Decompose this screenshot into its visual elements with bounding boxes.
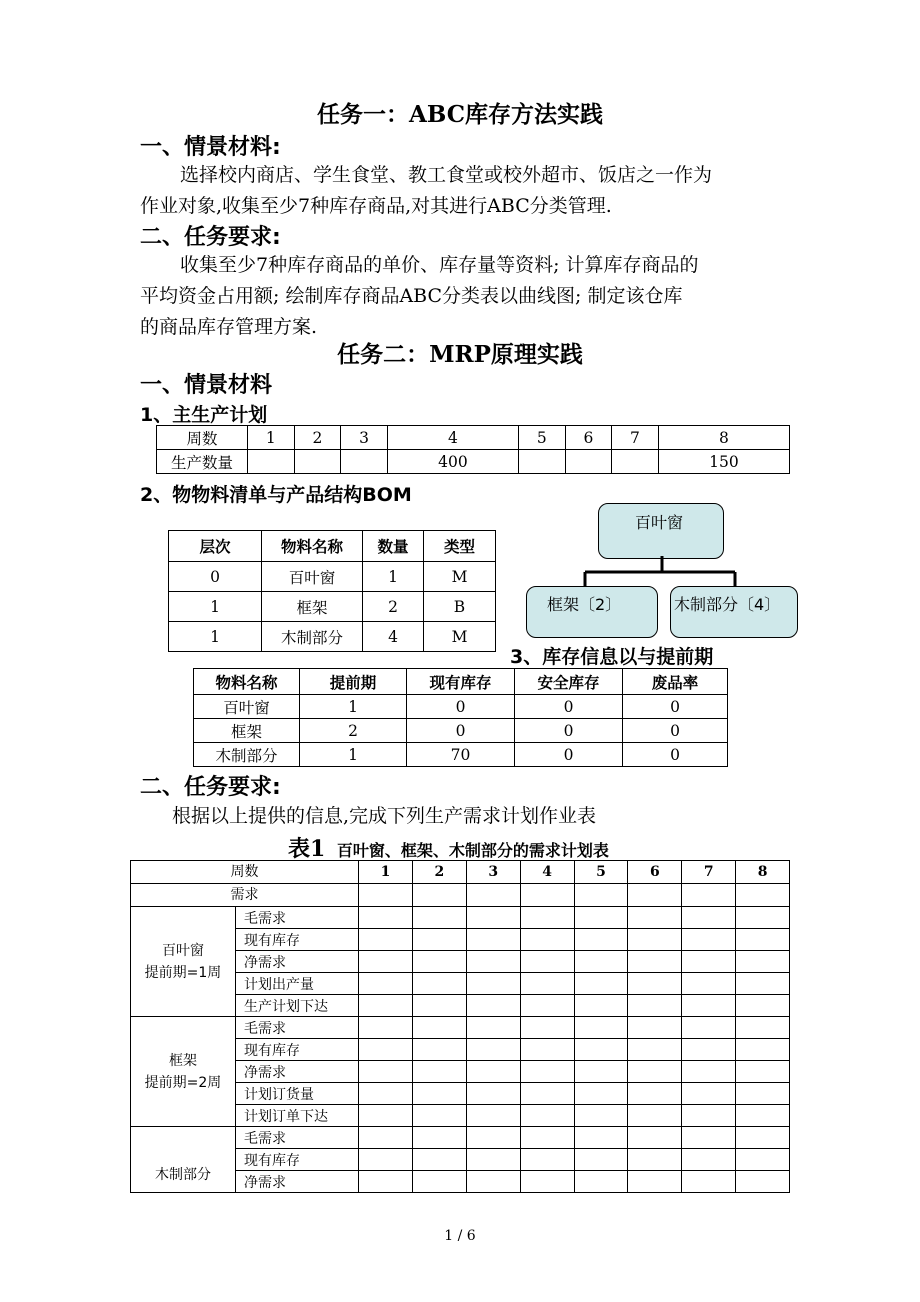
input-cell[interactable] [359, 1083, 413, 1105]
input-cell[interactable] [574, 1083, 628, 1105]
input-cell[interactable] [412, 1149, 466, 1171]
input-cell[interactable] [628, 1039, 682, 1061]
bom-header: 层次 [169, 531, 262, 562]
input-cell[interactable] [628, 995, 682, 1017]
input-cell[interactable] [520, 1105, 574, 1127]
table1-caption-prefix: 表1 [288, 836, 326, 862]
bom-cell: M [424, 562, 496, 592]
table-row [157, 426, 790, 450]
table-row [131, 907, 790, 929]
group-lead: 提前期=1周 [144, 964, 222, 981]
input-cell[interactable] [466, 1105, 520, 1127]
bom-cell: 1 [169, 592, 262, 622]
table-row [169, 592, 496, 622]
input-cell[interactable] [628, 951, 682, 973]
table-row [131, 1127, 790, 1149]
input-cell[interactable] [574, 1171, 628, 1193]
input-cell[interactable] [412, 951, 466, 973]
input-cell[interactable] [359, 1127, 413, 1149]
input-cell[interactable] [412, 1017, 466, 1039]
input-cell[interactable] [520, 995, 574, 1017]
bom-child-frame [526, 586, 658, 638]
inventory-cell: 0 [623, 719, 728, 743]
input-cell[interactable] [520, 1061, 574, 1083]
input-cell[interactable] [682, 951, 736, 973]
input-cell[interactable] [412, 1127, 466, 1149]
input-cell[interactable] [359, 884, 413, 907]
bom-cell: 框架 [262, 592, 363, 622]
mps-cell [612, 450, 659, 474]
task1-requirement-text [140, 250, 780, 343]
input-cell[interactable] [628, 884, 682, 907]
inventory-header: 现有库存 [407, 669, 515, 695]
inventory-cell: 0 [515, 719, 623, 743]
row-label: 净需求 [236, 1171, 359, 1193]
row-label: 净需求 [236, 951, 359, 973]
task2-title: 任务二：MRP原理实践 [337, 341, 583, 368]
input-cell[interactable] [574, 951, 628, 973]
inventory-cell: 2 [300, 719, 407, 743]
bom-root-label: 百叶窗 [635, 513, 684, 532]
week-header: 2 [412, 861, 466, 884]
input-cell[interactable] [359, 951, 413, 973]
input-cell[interactable] [359, 1017, 413, 1039]
mps-cell: 4 [387, 426, 518, 450]
input-cell[interactable] [520, 1083, 574, 1105]
input-cell[interactable] [628, 973, 682, 995]
input-cell[interactable] [466, 1017, 520, 1039]
mps-table [156, 425, 790, 474]
input-cell[interactable] [466, 973, 520, 995]
mps-cell: 1 [248, 426, 295, 450]
input-cell[interactable] [520, 929, 574, 951]
input-cell[interactable] [682, 1149, 736, 1171]
row-label: 毛需求 [236, 1017, 359, 1039]
row-label: 计划订货量 [236, 1083, 359, 1105]
inventory-header: 物料名称 [194, 669, 300, 695]
inventory-cell: 70 [407, 743, 515, 767]
table-row [194, 669, 728, 695]
input-cell[interactable] [736, 884, 790, 907]
bom-child-wood [670, 586, 798, 638]
input-cell[interactable] [466, 929, 520, 951]
table1-caption-text: 百叶窗、框架、木制部分的需求计划表 [336, 841, 609, 860]
mps-cell: 2 [294, 426, 341, 450]
group-label-blinds [131, 907, 236, 1017]
table-row [131, 861, 790, 884]
table1-week-label: 周数 [131, 861, 359, 884]
table-row [157, 450, 790, 474]
input-cell[interactable] [574, 907, 628, 929]
input-cell[interactable] [574, 929, 628, 951]
inventory-cell: 百叶窗 [194, 695, 300, 719]
bom-child-wood-label: 木制部分〔4〕 [674, 595, 781, 614]
row-label: 毛需求 [236, 907, 359, 929]
scenario-line-2: 作业对象,收集至少7种库存商品,对其进行ABC分类管理. [140, 195, 612, 217]
input-cell[interactable] [520, 951, 574, 973]
inventory-cell: 1 [300, 695, 407, 719]
input-cell[interactable] [466, 995, 520, 1017]
input-cell[interactable] [682, 1017, 736, 1039]
input-cell[interactable] [466, 951, 520, 973]
input-cell[interactable] [412, 929, 466, 951]
table-row [131, 884, 790, 907]
input-cell[interactable] [574, 1017, 628, 1039]
input-cell[interactable] [736, 1127, 790, 1149]
input-cell[interactable] [736, 907, 790, 929]
input-cell[interactable] [574, 1105, 628, 1127]
task1-scenario-heading: 一、情景材料: [140, 135, 281, 160]
requirement-line-1: 收集至少7种库存商品的单价、库存量等资料; 计算库存商品的 [180, 254, 699, 276]
week-header: 8 [736, 861, 790, 884]
input-cell[interactable] [628, 1017, 682, 1039]
requirement-line-2: 平均资金占用额; 绘制库存商品ABC分类表以曲线图; 制定该仓库 [140, 285, 683, 307]
row-label: 净需求 [236, 1061, 359, 1083]
input-cell[interactable] [628, 1171, 682, 1193]
group-name: 百叶窗 [162, 942, 204, 959]
requirement-plan-table [130, 860, 790, 1193]
input-cell[interactable] [466, 1039, 520, 1061]
bom-cell: 百叶窗 [262, 562, 363, 592]
mps-cell: 7 [612, 426, 659, 450]
bom-tree-connectors [580, 556, 740, 588]
input-cell[interactable] [628, 1127, 682, 1149]
group-label-frame [131, 1017, 236, 1127]
mps-cell: 3 [341, 426, 388, 450]
mps-cell [341, 450, 388, 474]
bom-root-node [598, 503, 724, 559]
input-cell[interactable] [520, 907, 574, 929]
input-cell[interactable] [412, 884, 466, 907]
input-cell[interactable] [682, 1061, 736, 1083]
mps-cell: 6 [565, 426, 612, 450]
input-cell[interactable] [359, 1149, 413, 1171]
input-cell[interactable] [682, 1039, 736, 1061]
input-cell[interactable] [359, 1039, 413, 1061]
week-header: 1 [359, 861, 413, 884]
mps-cell [248, 450, 295, 474]
input-cell[interactable] [574, 995, 628, 1017]
task2-requirement-heading: 二、任务要求: [140, 775, 281, 800]
mps-heading: 1、主生产计划 [140, 404, 268, 426]
input-cell[interactable] [520, 1017, 574, 1039]
bom-cell: 1 [169, 622, 262, 652]
group-name: 框架 [169, 1052, 197, 1069]
input-cell[interactable] [682, 907, 736, 929]
row-label: 生产计划下达 [236, 995, 359, 1017]
input-cell[interactable] [359, 1105, 413, 1127]
page-number: 1 / 6 [444, 1228, 476, 1244]
bom-cell: 2 [363, 592, 424, 622]
input-cell[interactable] [682, 929, 736, 951]
input-cell[interactable] [682, 1083, 736, 1105]
input-cell[interactable] [682, 1171, 736, 1193]
bom-cell: 1 [363, 562, 424, 592]
inventory-header: 废品率 [623, 669, 728, 695]
input-cell[interactable] [520, 973, 574, 995]
table1-caption [288, 832, 609, 863]
input-cell[interactable] [682, 1105, 736, 1127]
inventory-heading: 3、库存信息以与提前期 [510, 646, 714, 668]
input-cell[interactable] [736, 1149, 790, 1171]
input-cell[interactable] [359, 1061, 413, 1083]
input-cell[interactable] [412, 1105, 466, 1127]
mps-cell: 8 [658, 426, 789, 450]
inventory-header: 提前期 [300, 669, 407, 695]
inventory-cell: 0 [407, 695, 515, 719]
input-cell[interactable] [574, 884, 628, 907]
input-cell[interactable] [466, 884, 520, 907]
week-header: 4 [520, 861, 574, 884]
task2-scenario-heading: 一、情景材料 [140, 373, 273, 398]
week-header: 3 [466, 861, 520, 884]
requirement-line-3: 的商品库存管理方案. [140, 316, 318, 338]
table-row [169, 622, 496, 652]
input-cell[interactable] [466, 1061, 520, 1083]
input-cell[interactable] [736, 1171, 790, 1193]
input-cell[interactable] [520, 1171, 574, 1193]
input-cell[interactable] [359, 929, 413, 951]
task2-requirement-text: 根据以上提供的信息,完成下列生产需求计划作业表 [172, 805, 597, 827]
input-cell[interactable] [574, 1061, 628, 1083]
input-cell[interactable] [736, 1061, 790, 1083]
group-name: 木制部分 [155, 1167, 211, 1183]
week-header: 6 [628, 861, 682, 884]
bom-table [168, 530, 496, 652]
inventory-cell: 0 [515, 695, 623, 719]
table-row [194, 719, 728, 743]
input-cell[interactable] [628, 1105, 682, 1127]
inventory-cell: 0 [407, 719, 515, 743]
mps-cell: 150 [658, 450, 789, 474]
input-cell[interactable] [736, 1105, 790, 1127]
week-header: 5 [574, 861, 628, 884]
inventory-cell: 0 [623, 743, 728, 767]
bom-cell: B [424, 592, 496, 622]
bom-child-frame-label: 框架〔2〕 [547, 595, 622, 614]
bom-cell: 0 [169, 562, 262, 592]
input-cell[interactable] [736, 995, 790, 1017]
row-label: 现有库存 [236, 929, 359, 951]
input-cell[interactable] [466, 907, 520, 929]
group-label-wood [131, 1127, 236, 1193]
input-cell[interactable] [412, 1083, 466, 1105]
input-cell[interactable] [628, 929, 682, 951]
task1-requirement-heading: 二、任务要求: [140, 225, 281, 250]
input-cell[interactable] [574, 1039, 628, 1061]
input-cell[interactable] [682, 973, 736, 995]
input-cell[interactable] [520, 1127, 574, 1149]
input-cell[interactable] [466, 1149, 520, 1171]
input-cell[interactable] [574, 1127, 628, 1149]
input-cell[interactable] [628, 1083, 682, 1105]
row-label: 计划出产量 [236, 973, 359, 995]
input-cell[interactable] [412, 1061, 466, 1083]
inventory-cell: 木制部分 [194, 743, 300, 767]
input-cell[interactable] [682, 995, 736, 1017]
mps-cell: 400 [387, 450, 518, 474]
input-cell[interactable] [628, 1149, 682, 1171]
table-row [194, 695, 728, 719]
input-cell[interactable] [359, 973, 413, 995]
inventory-cell: 0 [515, 743, 623, 767]
input-cell[interactable] [736, 973, 790, 995]
bom-cell: M [424, 622, 496, 652]
input-cell[interactable] [412, 973, 466, 995]
input-cell[interactable] [736, 1083, 790, 1105]
inventory-cell: 框架 [194, 719, 300, 743]
input-cell[interactable] [466, 1127, 520, 1149]
mps-cell: 5 [518, 426, 565, 450]
group-lead: 提前期=2周 [144, 1074, 222, 1091]
input-cell[interactable] [736, 951, 790, 973]
inventory-table [193, 668, 728, 767]
input-cell[interactable] [520, 884, 574, 907]
input-cell[interactable] [736, 929, 790, 951]
row-label: 计划订单下达 [236, 1105, 359, 1127]
mps-week-label: 周数 [157, 426, 248, 450]
input-cell[interactable] [359, 1171, 413, 1193]
inventory-cell: 1 [300, 743, 407, 767]
bom-heading: 2、物物料清单与产品结构BOM [140, 484, 412, 506]
input-cell[interactable] [574, 973, 628, 995]
inventory-header: 安全库存 [515, 669, 623, 695]
table-row [169, 562, 496, 592]
mps-cell [518, 450, 565, 474]
input-cell[interactable] [412, 1171, 466, 1193]
row-label: 现有库存 [236, 1039, 359, 1061]
table1-demand-label: 需求 [131, 884, 359, 907]
input-cell[interactable] [466, 1171, 520, 1193]
bom-header: 物料名称 [262, 531, 363, 562]
table-row [131, 1017, 790, 1039]
input-cell[interactable] [736, 1039, 790, 1061]
task1-scenario-text [140, 160, 780, 222]
input-cell[interactable] [359, 995, 413, 1017]
mps-cell [565, 450, 612, 474]
bom-cell: 木制部分 [262, 622, 363, 652]
bom-cell: 4 [363, 622, 424, 652]
week-header: 7 [682, 861, 736, 884]
row-label: 现有库存 [236, 1149, 359, 1171]
inventory-cell: 0 [623, 695, 728, 719]
task1-title: 任务一：ABC库存方法实践 [316, 101, 604, 128]
input-cell[interactable] [682, 1127, 736, 1149]
input-cell[interactable] [412, 995, 466, 1017]
scenario-line-1: 选择校内商店、学生食堂、教工食堂或校外超市、饭店之一作为 [180, 164, 713, 186]
input-cell[interactable] [359, 907, 413, 929]
mps-qty-label: 生产数量 [157, 450, 248, 474]
input-cell[interactable] [682, 884, 736, 907]
input-cell[interactable] [412, 907, 466, 929]
row-label: 毛需求 [236, 1127, 359, 1149]
mps-cell [294, 450, 341, 474]
input-cell[interactable] [628, 907, 682, 929]
table-row [194, 743, 728, 767]
bom-header: 类型 [424, 531, 496, 562]
bom-header: 数量 [363, 531, 424, 562]
input-cell[interactable] [574, 1149, 628, 1171]
input-cell[interactable] [520, 1149, 574, 1171]
input-cell[interactable] [412, 1039, 466, 1061]
input-cell[interactable] [736, 1017, 790, 1039]
table-row [169, 531, 496, 562]
input-cell[interactable] [628, 1061, 682, 1083]
input-cell[interactable] [520, 1039, 574, 1061]
input-cell[interactable] [466, 1083, 520, 1105]
